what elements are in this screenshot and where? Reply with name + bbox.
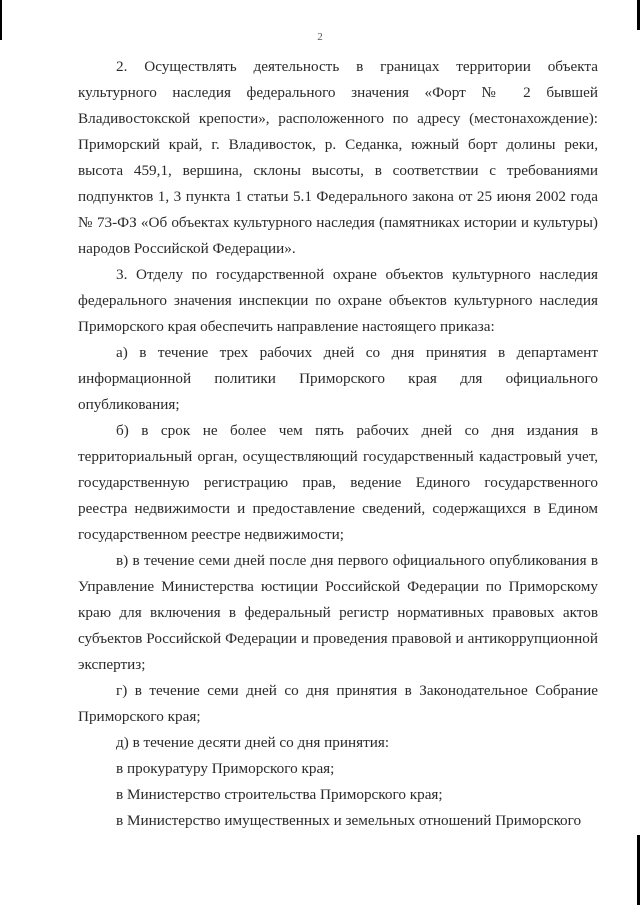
- recipient-construction-ministry: в Министерство строительства Приморского края;: [116, 786, 443, 803]
- paragraph-2-operations-area: 2. Осуществлять деятельность в границах территории объекта культурного наследия федерального значения «Форт № 2 бывшей Владивостокской крепости», расположенного по адресу (местонахождение): Приморский край, г. Владивосток, р. Седанка, южный борт долины реки, высота 459,1, вершина, склоны высоты, в соответствии с требованиями подпунктов 1, 3 пункта 1 статьи 5.1 Федерального закона от 25 июня 2002 года № 73-ФЗ «Об объектах культурного наследия (памятниках истории и культуры) народов Российской Федерации».: [78, 58, 598, 257]
- recipient-property-ministry: в Министерство имущественных и земельных отношений Приморского: [116, 812, 582, 829]
- paragraph-3a: а) в течение трех рабочих дней со дня принятия в департамент информационной политики Приморского края для официального опубликования;: [78, 344, 598, 413]
- paragraph-3d: д) в течение десяти дней со дня принятия:: [116, 734, 390, 751]
- document-body: [78, 54, 598, 834]
- paragraph-3b: б) в срок не более чем пять рабочих дней со дня издания в территориальный орган, осуществляющий государственный кадастровый учет, государственную регистрацию прав, ведение Единого государственного реестра недвижимости и предоставление сведений, содержащихся в Едином государственном реестре недвижимости;: [78, 422, 598, 543]
- recipient-prosecutor: в прокуратуру Приморского края;: [116, 760, 335, 777]
- paragraph-3v: в) в течение семи дней после дня первого официального опубликования в Управление Министерства юстиции Российской Федерации по Приморскому краю для включения в федеральный регистр нормативных правовых актов субъектов Российской Федерации и проведения правовой и антикоррупционной экспертиз;: [78, 552, 598, 673]
- paragraph-3-send-order: 3. Отделу по государственной охране объектов культурного наследия федерального значения инспекции по охране объектов культурного наследия Приморского края обеспечить направление настоящего приказа:: [78, 266, 598, 335]
- paragraph-3g: г) в течение семи дней со дня принятия в Законодательное Собрание Приморского края;: [78, 682, 598, 725]
- page-number: 2: [317, 31, 323, 43]
